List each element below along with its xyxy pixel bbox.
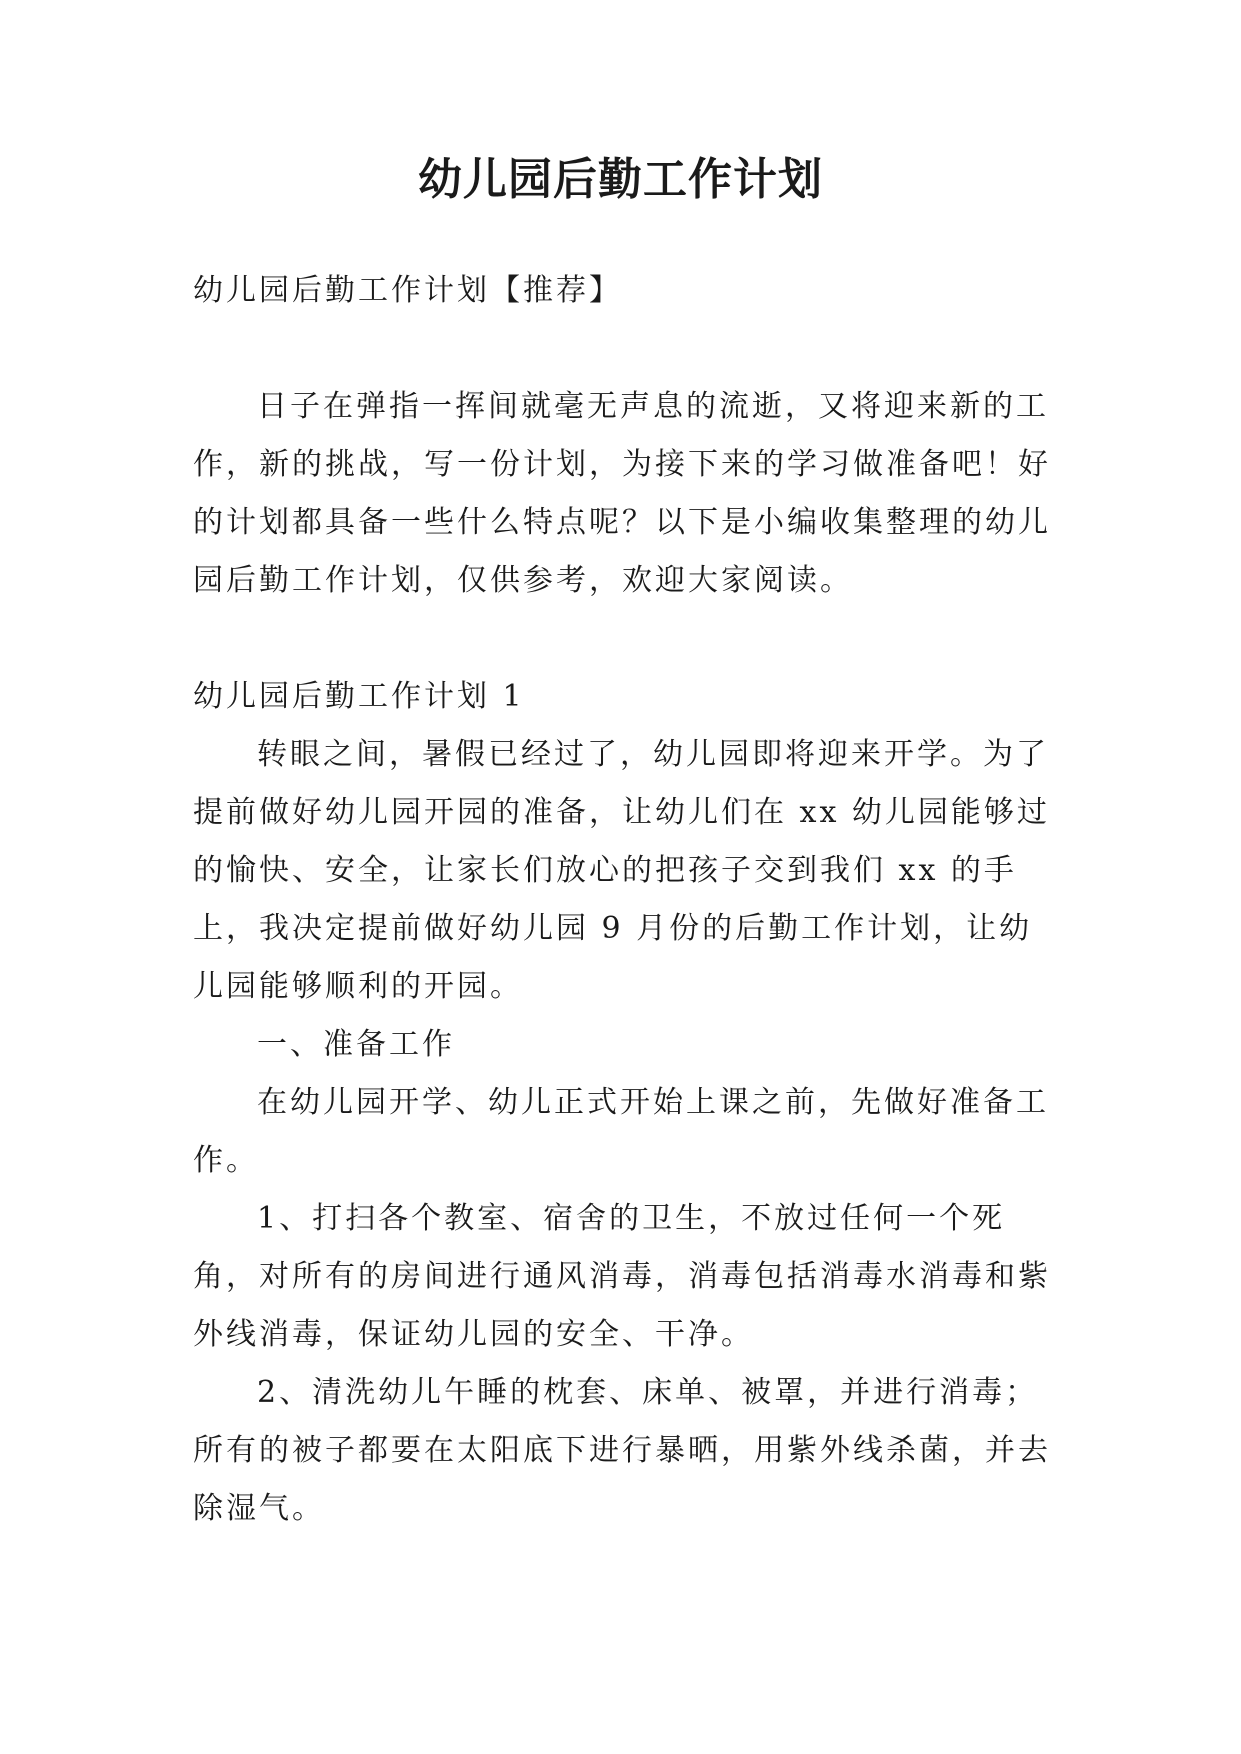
section-heading: 幼儿园后勤工作计划 1 xyxy=(193,679,525,714)
list-item: 1、打扫各个教室、宿舍的卫生，不放过任何一个死角，对所有的房间进行通风消毒，消毒包括消毒水消毒和紫外线消毒，保证幼儿园的安全、干净。 xyxy=(193,1201,1051,1352)
intro-paragraph: 日子在弹指一挥间就毫无声息的流逝，又将迎来新的工作，新的挑战，写一份计划，为接下来的学习做准备吧！好的计划都具备一些什么特点呢？以下是小编收集整理的幼儿园后勤工作计划，仅供参考，欢迎大家阅读。 xyxy=(193,389,1051,598)
document-title: 幼儿园后勤工作计划 xyxy=(418,154,823,205)
section-paragraph: 转眼之间，暑假已经过了，幼儿园即将迎来开学。为了提前做好幼儿园开园的准备，让幼儿们在 xx 幼儿园能够过的愉快、安全，让家长们放心的把孩子交到我们 xx 的手上，我决定提前做好幼儿园 9 月份的后勤工作计划，让幼儿园能够顺利的开园。 xyxy=(193,737,1050,1004)
item-intro-paragraph: 在幼儿园开学、幼儿正式开始上课之前，先做好准备工作。 xyxy=(193,1085,1049,1178)
item-heading: 一、准备工作 xyxy=(257,1027,455,1062)
list-item: 2、清洗幼儿午睡的枕套、床单、被罩，并进行消毒；所有的被子都要在太阳底下进行暴晒，用紫外线杀菌，并去除湿气。 xyxy=(193,1375,1051,1526)
document-subtitle: 幼儿园后勤工作计划【推荐】 xyxy=(193,273,622,308)
document-body xyxy=(193,262,1053,1538)
